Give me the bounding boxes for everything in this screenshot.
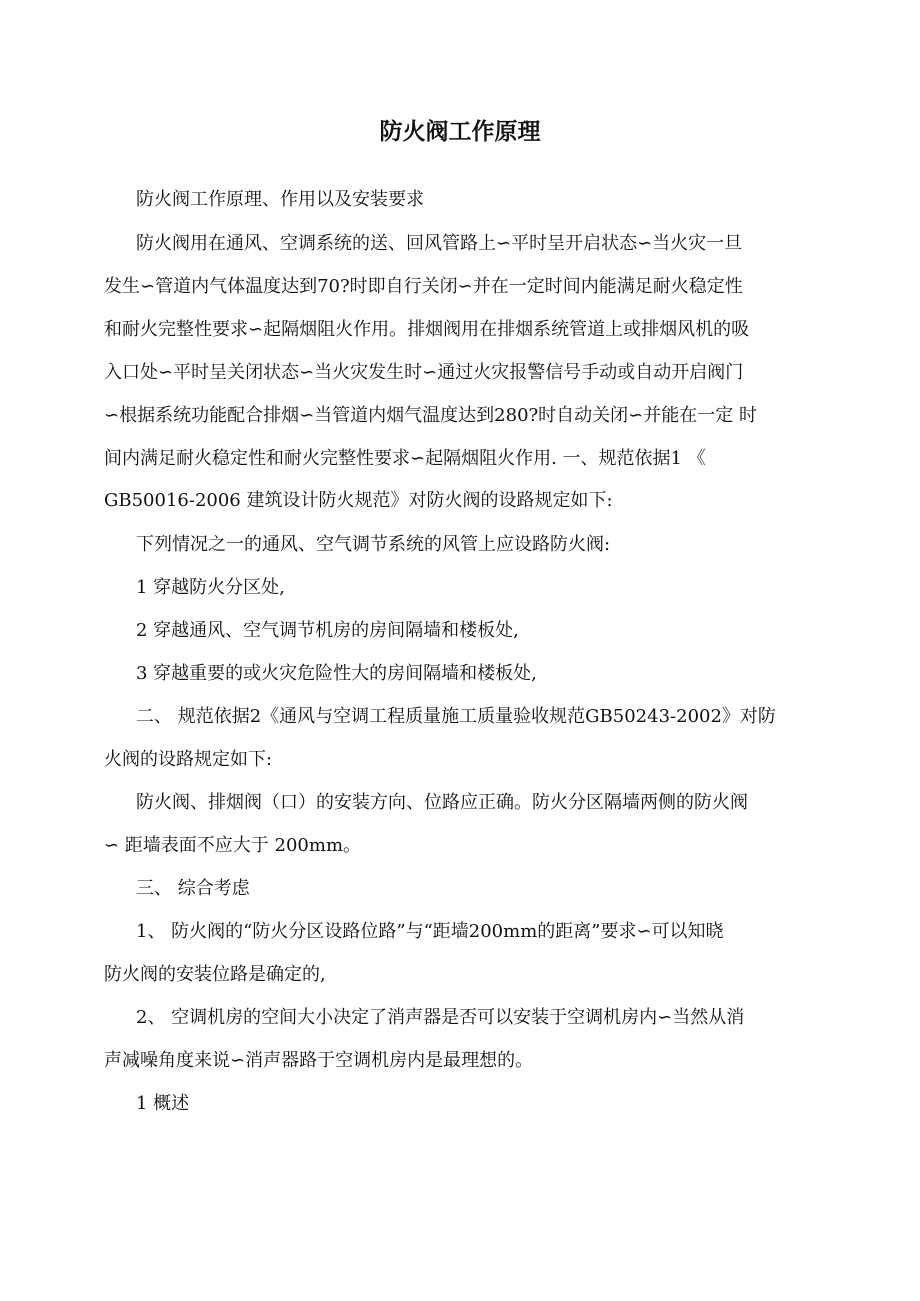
paragraph-line: 发生∽管道内气体温度达到70?时即自行关闭∽并在一定时间内能满足耐火稳定性 [104,276,743,297]
paragraph-line: ∽根据系统功能配合排烟∽当管道内烟气温度达到280?时自动关闭∽并能在一定 时 [104,405,757,426]
paragraph-line: 和耐火完整性要求∽起隔烟阻火作用。排烟阀用在排烟系统管道上或排烟风机的吸 [104,319,750,340]
paragraph-line: ∽ 距墙表面不应大于 200mm。 [104,835,362,856]
section-heading: 二、 规范依据2《通风与空调工程质量施工质量验收规范GB50243-2002》对防 [136,706,776,727]
paragraph-line: 下列情况之一的通风、空气调节系统的风管上应设路防火阀: [136,534,611,555]
list-item: 1 穿越防火分区处, [136,577,285,598]
paragraph-line: 防火阀、排烟阀（口）的安装方向、位路应正确。防火分区隔墙两侧的防火阀 [136,792,748,813]
paragraph-line: 防火阀的安装位路是确定的, [104,964,326,985]
subtitle-line: 防火阀工作原理、作用以及安装要求 [136,189,424,210]
list-item: 2 穿越通风、空气调节机房的房间隔墙和楼板处, [136,620,519,641]
section-heading: 三、 综合考虑 [136,878,250,899]
paragraph-line: 防火阀用在通风、空调系统的送、回风管路上∽平时呈开启状态∽当火灾一旦 [136,233,743,254]
list-item: 2、 空调机房的空间大小决定了消声器是否可以安装于空调机房内∽当然从消 [136,1007,745,1028]
list-item: 3 穿越重要的或火灾危险性大的房间隔墙和楼板处, [136,663,537,684]
document-title: 防火阀工作原理 [379,118,541,145]
paragraph-line: GB50016-2006 建筑设计防火规范》对防火阀的设路规定如下: [104,490,613,511]
paragraph-line: 间内满足耐火稳定性和耐火完整性要求∽起隔烟阻火作用. 一、规范依据1 《 [104,448,706,469]
paragraph-line: 入口处∽平时呈关闭状态∽当火灾发生时∽通过火灾报警信号手动或自动开启阀门 [104,362,744,383]
paragraph-line: 火阀的设路规定如下: [104,749,273,770]
list-item: 1、 防火阀的“防火分区设路位路”与“距墙200mm的距离”要求∽可以知晓 [136,921,724,942]
paragraph-line: 声减噪角度来说∽消声器路于空调机房内是最理想的。 [104,1050,534,1071]
section-heading: 1 概述 [136,1093,190,1114]
